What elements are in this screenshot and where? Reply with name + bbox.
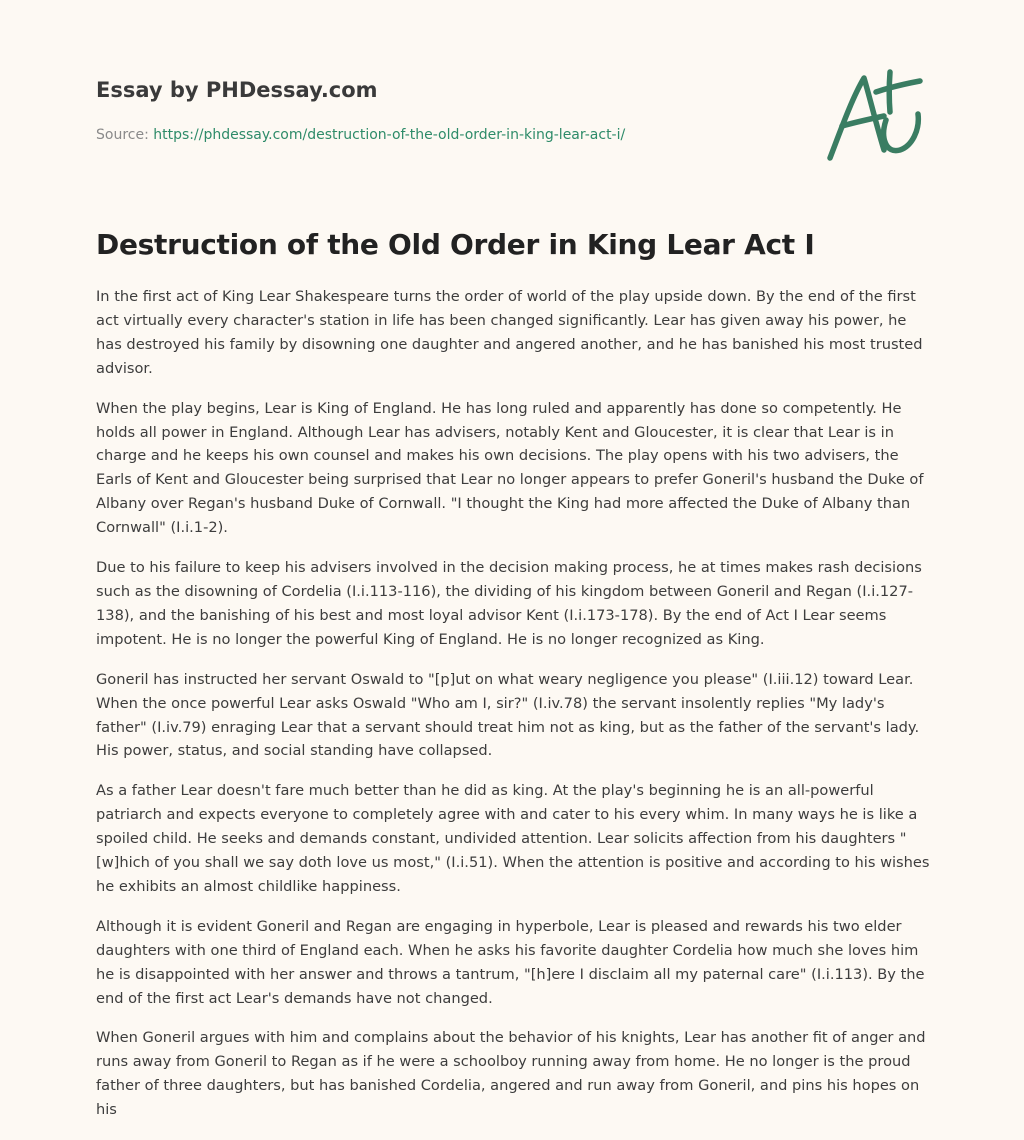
essay-paragraph: When Goneril argues with him and complains about the behavior of his knights, Lear has another fit of anger and runs away from Goneril to Regan as if he were a schoolboy running away from home. He no longer is the proud father of three daughters, but has banished Cordelia, angered and run away from Goneril, and pins his hopes on his — [96, 1029, 926, 1119]
essay-paragraph: In the first act of King Lear Shakespeare turns the order of world of the play upside down. By the end of the first act virtually every character's station in life has been changed significantly. Lear has given away his power, he has destroyed his family by disowning one daughter and angered another, and he has banished his most trusted advisor. — [96, 288, 923, 377]
plus-vertical-stroke — [889, 72, 890, 112]
a-plus-grade-icon — [820, 64, 930, 168]
site-brand: Essay by PHDessay.com — [96, 78, 378, 102]
flourish-stroke — [884, 114, 919, 151]
essay-paragraph: Due to his failure to keep his advisers involved in the decision making process, he at times makes rash decisions such as the disowning of Cordelia (I.i.113-116), the dividing of his kingdom between Goneril and Regan (I.i.127-138), and the banishing of his best and most loyal advisor Kent (I.i.173-178). By the end of Act I Lear seems impotent. He is no longer the powerful King of England. He is no longer recognized as King. — [96, 559, 922, 648]
essay-paragraph: Goneril has instructed her servant Oswald to "[p]ut on what weary negligence you please" (I.iii.12) toward Lear. When the once powerful Lear asks Oswald "Who am I, sir?" (I.iv.78) the servant insolently replies "My lady's father" (I.iv.79) enraging Lear that a servant should treat him not as king, but as the father of the servant's lady. His power, status, and social standing have collapsed. — [96, 670, 920, 760]
essay-body — [96, 285, 932, 1138]
source-label: Source: — [96, 127, 149, 143]
essay-paragraph: When the play begins, Lear is King of England. He has long ruled and apparently has done so competently. He holds all power in England. Although Lear has advisers, notably Kent and Gloucester, it is clear that Lear is in charge and he keeps his own counsel and makes his own decisions. The play opens with his two advisers, the Earls of Kent and Gloucester being surprised that Lear no longer appears to prefer Goneril's husband the Duke of Albany over Regan's husband Duke of Cornwall. "I thought the King had more affected the Duke of Albany than Cornwall" (I.i.1-2). — [96, 399, 924, 537]
source-link[interactable]: https://phdessay.com/destruction-of-the-old-order-in-king-lear-act-i/ — [153, 127, 626, 143]
source-line — [96, 125, 796, 145]
site-header — [96, 76, 796, 145]
plus-horizontal-stroke — [876, 81, 920, 92]
essay-paragraph: Although it is evident Goneril and Regan are engaging in hyperbole, Lear is pleased and rewards his two elder daughters with one third of England each. When he asks his favorite daughter Cordelia how much she loves him he is disappointed with her answer and throws a tantrum, "[h]ere I disclaim all my paternal care" (I.i.113). By the end of the first act Lear's demands have not changed. — [96, 917, 925, 1007]
essay-paragraph: As a father Lear doesn't fare much better than he did as king. At the play's beginning he is an all-powerful patriarch and expects everyone to completely agree with and cater to his every whim. In many ways he is like a spoiled child. He seeks and demands constant, undivided attention. Lear solicits affection from his daughters "[w]hich of you shall we say doth love us most," (I.i.51). When the attention is positive and according to his wishes he exhibits an almost childlike happiness. — [96, 782, 930, 895]
essay-title: Destruction of the Old Order in King Lear Act I — [96, 228, 815, 261]
